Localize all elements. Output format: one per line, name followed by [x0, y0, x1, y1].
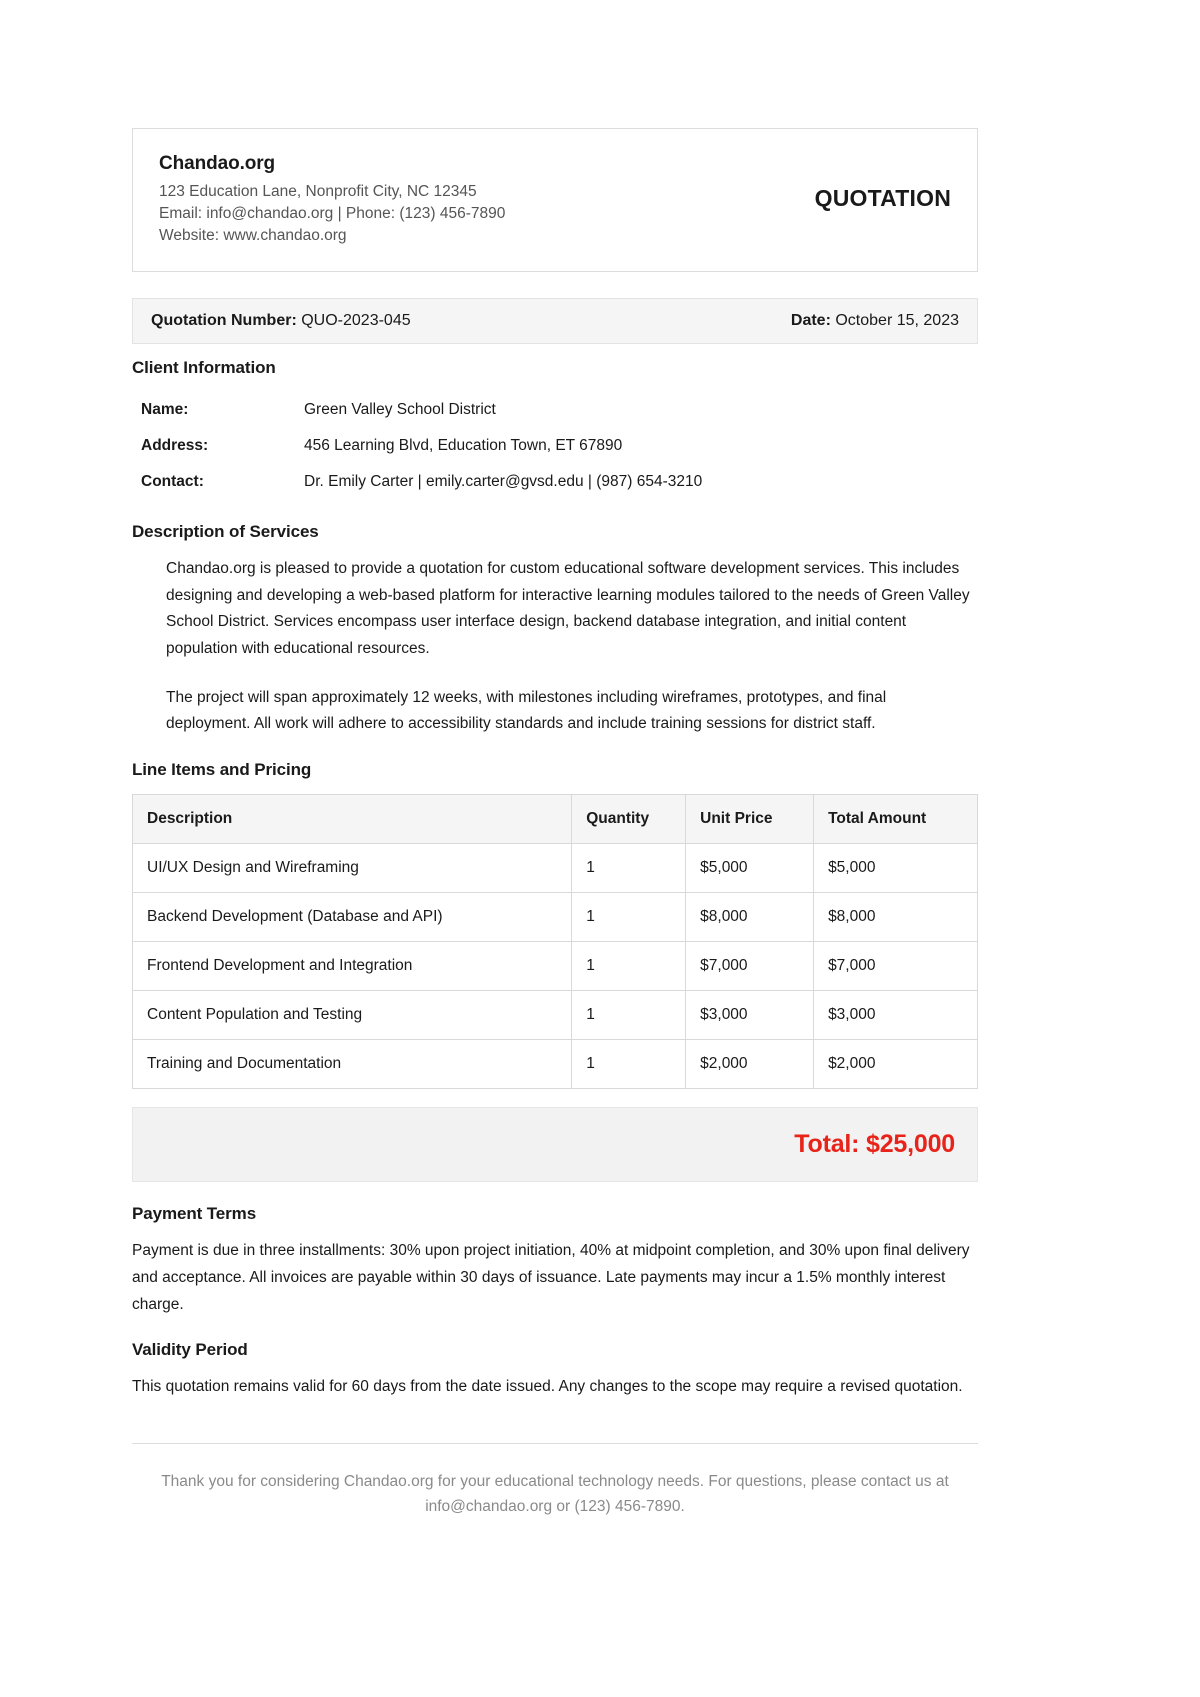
column-header-unit-price: Unit Price	[686, 794, 814, 843]
table-row	[132, 428, 978, 464]
table-row	[133, 892, 978, 941]
table-row	[133, 843, 978, 892]
quotation-document	[132, 128, 978, 1560]
table-row	[133, 990, 978, 1039]
quotation-date-label: Date:	[790, 311, 831, 329]
quotation-meta-bar	[132, 298, 978, 344]
client-contact-value: Dr. Emily Carter | emily.carter@gvsd.edu | (987) 654-3210	[304, 472, 703, 490]
table-row	[132, 392, 978, 428]
line-item-description: Training and Documentation	[133, 1039, 572, 1088]
line-item-total: $5,000	[814, 843, 978, 892]
quotation-number	[151, 312, 411, 330]
table-header-row	[133, 794, 978, 843]
client-address-value: 456 Learning Blvd, Education Town, ET 67890	[304, 436, 623, 454]
document-header	[132, 128, 978, 272]
line-items-table	[132, 794, 978, 1089]
description-of-services-body	[132, 556, 978, 738]
client-name-value: Green Valley School District	[304, 400, 496, 418]
payment-terms-heading: Payment Terms	[132, 1203, 257, 1223]
line-item-total: $3,000	[814, 990, 978, 1039]
validity-period-text: This quotation remains valid for 60 days from the date issued. Any changes to the scope may require a revised quotation.	[132, 1378, 963, 1396]
description-paragraph-2: The project will span approximately 12 weeks, with milestones including wireframes, prototypes, and final deployment. All work will adhere to accessibility standards and include training sessions for district staff.	[166, 688, 887, 733]
line-item-quantity: 1	[572, 892, 686, 941]
table-row	[133, 941, 978, 990]
footer-divider	[132, 1443, 978, 1444]
line-item-description: Backend Development (Database and API)	[133, 892, 572, 941]
company-name: Chandao.org	[159, 153, 276, 174]
table-row	[133, 1039, 978, 1088]
line-item-unit-price: $5,000	[686, 843, 814, 892]
grand-total-bar	[132, 1107, 978, 1182]
quotation-number-label: Quotation Number:	[151, 311, 297, 329]
line-item-unit-price: $2,000	[686, 1039, 814, 1088]
line-item-unit-price: $8,000	[686, 892, 814, 941]
column-header-total-amount: Total Amount	[814, 794, 978, 843]
quotation-number-value: QUO-2023-045	[301, 311, 411, 329]
line-item-unit-price: $3,000	[686, 990, 814, 1039]
table-row	[132, 464, 978, 500]
line-item-unit-price: $7,000	[686, 941, 814, 990]
document-type-title: QUOTATION	[814, 185, 951, 212]
company-contact: Email: info@chandao.org | Phone: (123) 456-7890	[159, 204, 506, 222]
company-info	[159, 151, 505, 247]
client-contact-label: Contact:	[141, 472, 204, 490]
client-information-table	[132, 392, 978, 500]
grand-total-value: Total: $25,000	[794, 1129, 955, 1158]
line-item-quantity: 1	[572, 941, 686, 990]
description-of-services-heading: Description of Services	[132, 521, 319, 541]
line-item-description: UI/UX Design and Wireframing	[133, 843, 572, 892]
line-item-total: $8,000	[814, 892, 978, 941]
client-information-heading: Client Information	[132, 357, 276, 377]
column-header-quantity: Quantity	[572, 794, 686, 843]
company-website: Website: www.chandao.org	[159, 226, 347, 244]
client-name-label: Name:	[141, 400, 189, 418]
footer-note: Thank you for considering Chandao.org for your educational technology needs. For questions, please contact us at info@chandao.org or (123) 456-7890.	[161, 1473, 949, 1515]
validity-period-heading: Validity Period	[132, 1340, 248, 1360]
line-item-quantity: 1	[572, 1039, 686, 1088]
line-item-total: $2,000	[814, 1039, 978, 1088]
column-header-description: Description	[133, 794, 572, 843]
line-item-description: Frontend Development and Integration	[133, 941, 572, 990]
line-item-quantity: 1	[572, 843, 686, 892]
company-address: 123 Education Lane, Nonprofit City, NC 12345	[159, 182, 477, 200]
description-paragraph-1: Chandao.org is pleased to provide a quotation for custom educational software development services. This includes designing and developing a web-based platform for interactive learning modules tailored to the needs of Green Valley School District. Services encompass user interface design, backend database integration, and initial content population with educational resources.	[166, 559, 970, 657]
quotation-date-value: October 15, 2023	[835, 311, 959, 329]
client-address-label: Address:	[141, 436, 209, 454]
quotation-date	[791, 312, 959, 330]
line-items-heading: Line Items and Pricing	[132, 759, 312, 779]
line-item-quantity: 1	[572, 990, 686, 1039]
line-item-description: Content Population and Testing	[133, 990, 572, 1039]
line-item-total: $7,000	[814, 941, 978, 990]
payment-terms-text: Payment is due in three installments: 30% upon project initiation, 40% at midpoint completion, and 30% upon final delivery and acceptance. All invoices are payable within 30 days of issuance. Late payments may incur a 1.5% monthly interest charge.	[132, 1241, 970, 1313]
